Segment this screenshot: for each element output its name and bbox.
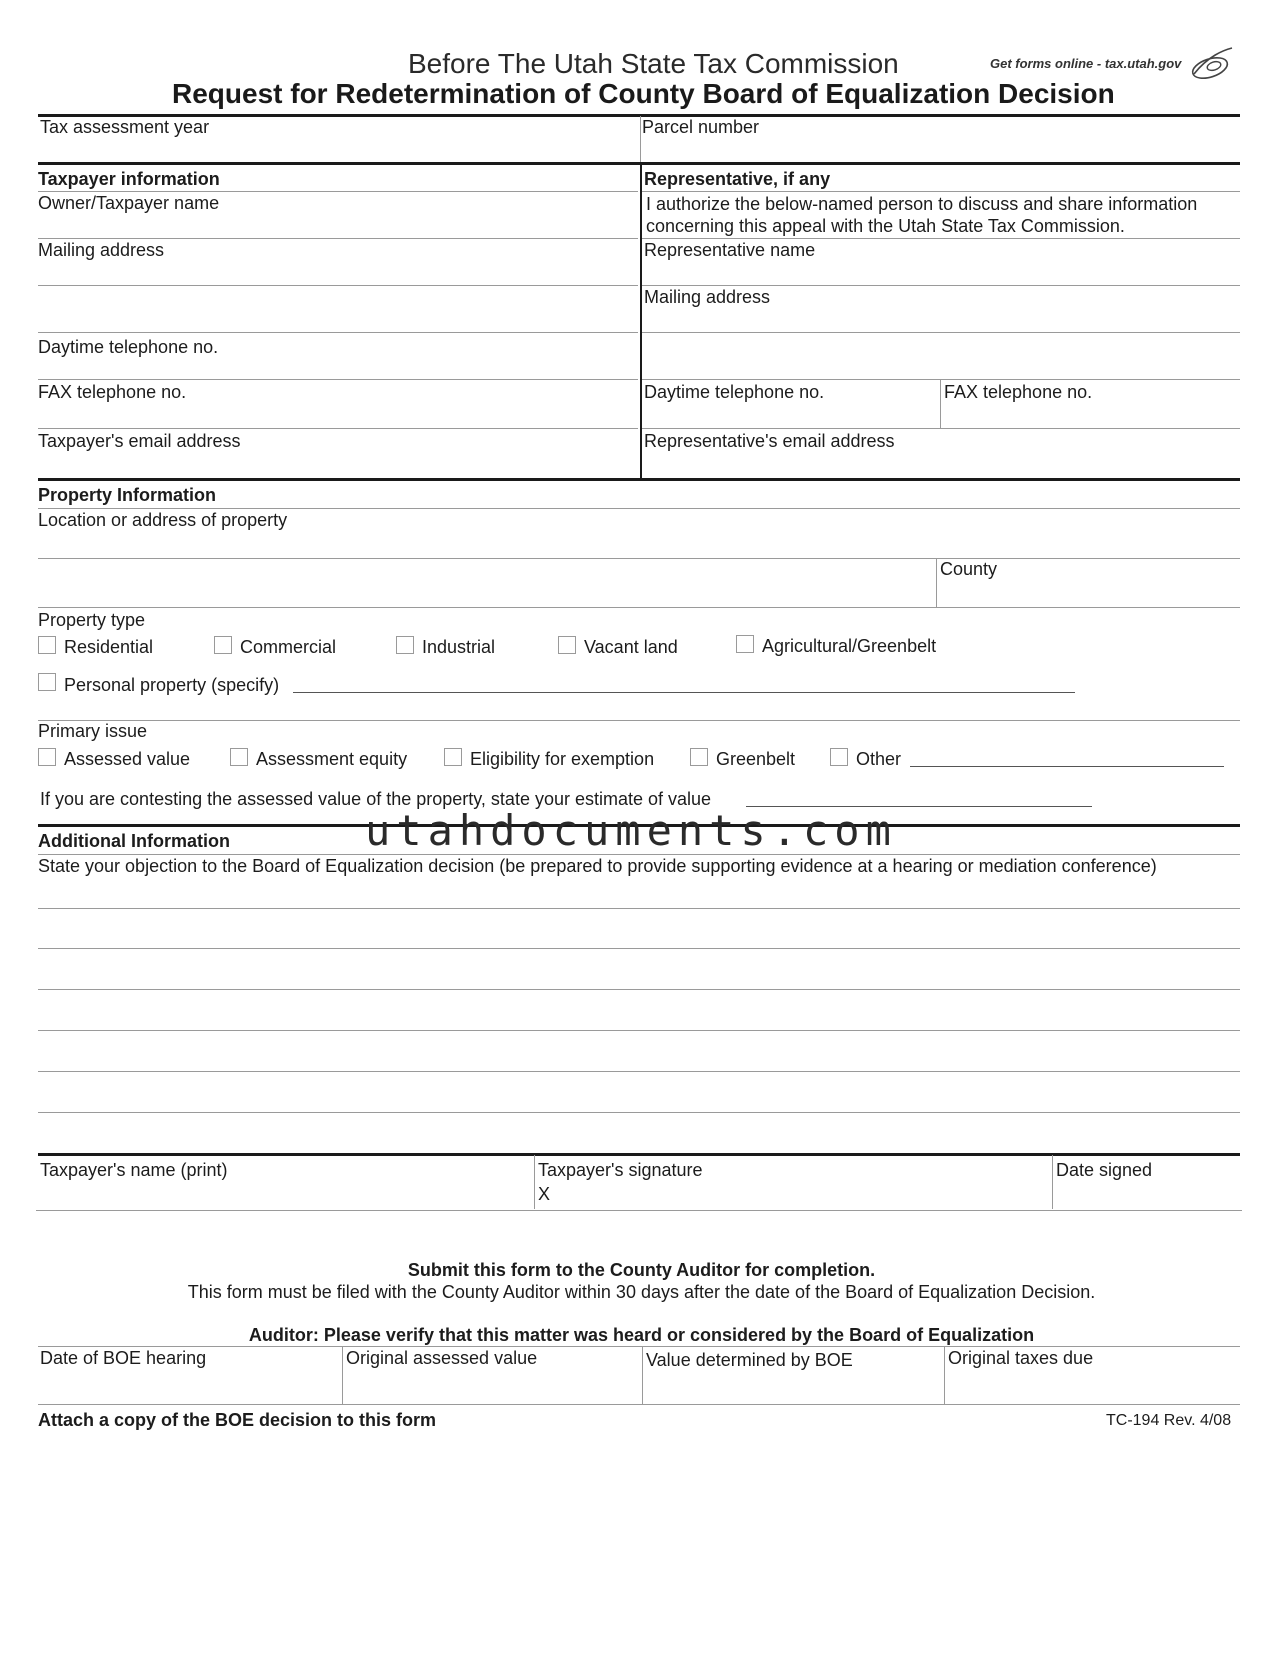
divider xyxy=(38,428,638,429)
greenbelt-label: Greenbelt xyxy=(716,749,796,769)
boe-hearing-date-input[interactable] xyxy=(40,1372,338,1398)
tax-year-input[interactable] xyxy=(40,138,630,160)
eligibility-exemption-label: Eligibility for exemption xyxy=(470,749,655,769)
taxpayer-address-input-1[interactable] xyxy=(38,261,634,283)
objection-label: State your objection to the Board of Equalization decision (be prepared to provide supporting evidence at a hearing or mediation conference) xyxy=(38,856,1157,876)
filing-deadline-note: This form must be filed with the County Auditor within 30 days after the date of the Board of Equalization Decision. xyxy=(187,1282,1096,1302)
representative-section-heading: Representative, if any xyxy=(644,169,831,189)
writing-line xyxy=(38,1112,1240,1113)
rep-fax-input[interactable] xyxy=(944,404,1236,426)
assessed-value-checkbox[interactable] xyxy=(38,748,56,766)
signature-input[interactable] xyxy=(556,1182,1046,1206)
greenbelt-checkbox[interactable] xyxy=(690,748,708,766)
authorize-text-line1: I authorize the below-named person to discuss and share information xyxy=(646,194,1198,214)
divider xyxy=(642,285,1240,286)
industrial-checkbox[interactable] xyxy=(396,636,414,654)
writing-line xyxy=(38,908,1240,909)
divider xyxy=(642,428,1240,429)
assessment-equity-checkbox[interactable] xyxy=(230,748,248,766)
rep-phone-input[interactable] xyxy=(644,404,936,426)
print-name-input[interactable] xyxy=(40,1182,528,1206)
auditor-heading: Auditor: Please verify that this matter was heard or considered by the Board of Equalization xyxy=(248,1325,1035,1345)
taxpayer-email-label: Taxpayer's email address xyxy=(38,431,241,451)
industrial-label: Industrial xyxy=(422,637,496,657)
rep-address-label: Mailing address xyxy=(644,287,771,307)
primary-issue-label: Primary issue xyxy=(38,721,148,741)
writing-line xyxy=(38,989,1240,990)
date-signed-label: Date signed xyxy=(1056,1160,1153,1180)
divider xyxy=(38,1346,1240,1347)
agricultural-greenbelt-label: Agricultural/Greenbelt xyxy=(762,636,937,656)
owner-name-input[interactable] xyxy=(38,214,634,236)
rep-email-input[interactable] xyxy=(644,452,1236,476)
signature-x-mark: X xyxy=(538,1184,551,1204)
rep-email-label: Representative's email address xyxy=(644,431,895,451)
parcel-number-input[interactable] xyxy=(644,138,1234,160)
owner-name-label: Owner/Taxpayer name xyxy=(38,193,220,213)
writing-line xyxy=(38,948,1240,949)
divider xyxy=(38,191,638,192)
rep-name-label: Representative name xyxy=(644,240,816,260)
signature-label: Taxpayer's signature xyxy=(538,1160,703,1180)
divider xyxy=(38,607,1240,608)
county-label: County xyxy=(940,559,998,579)
residential-label: Residential xyxy=(64,637,154,657)
taxpayer-email-input[interactable] xyxy=(38,452,634,476)
boe-hearing-date-label: Date of BOE hearing xyxy=(40,1348,207,1368)
section-rule xyxy=(38,162,1240,165)
original-assessed-value-label: Original assessed value xyxy=(346,1348,538,1368)
additional-section-heading: Additional Information xyxy=(38,831,230,851)
residential-checkbox[interactable] xyxy=(38,636,56,654)
writing-line xyxy=(38,1071,1240,1072)
estimate-value-input[interactable] xyxy=(748,785,1090,805)
form-id: TC-194 Rev. 4/08 xyxy=(1106,1412,1232,1429)
location-label: Location or address of property xyxy=(38,510,288,530)
divider xyxy=(534,1155,535,1209)
location-input-1[interactable] xyxy=(38,532,1234,556)
rep-name-input[interactable] xyxy=(644,261,1236,283)
divider xyxy=(1052,1155,1053,1209)
assessment-equity-label: Assessment equity xyxy=(256,749,408,769)
online-forms-link[interactable]: Get forms online - tax.utah.gov xyxy=(990,56,1182,71)
taxpayer-section-heading: Taxpayer information xyxy=(38,169,220,189)
divider xyxy=(940,380,941,428)
signature-rule xyxy=(38,1153,1240,1156)
boe-value-label: Value determined by BOE xyxy=(646,1350,853,1370)
location-input-2[interactable] xyxy=(38,575,928,603)
divider xyxy=(38,558,1240,559)
other-issue-input[interactable] xyxy=(912,745,1222,765)
divider xyxy=(36,1210,1242,1211)
divider xyxy=(936,559,937,607)
vacant-land-checkbox[interactable] xyxy=(558,636,576,654)
other-issue-underline xyxy=(910,766,1224,767)
divider xyxy=(642,332,1240,333)
divider xyxy=(38,720,1240,721)
taxpayer-phone-input[interactable] xyxy=(38,357,634,379)
original-taxes-due-input[interactable] xyxy=(948,1372,1236,1398)
taxpayer-address-input-2[interactable] xyxy=(38,300,634,330)
divider xyxy=(38,854,1240,855)
writing-line xyxy=(38,1030,1240,1031)
county-input[interactable] xyxy=(940,581,1234,605)
taxpayer-address-label: Mailing address xyxy=(38,240,165,260)
vacant-land-label: Vacant land xyxy=(584,637,678,657)
divider xyxy=(38,238,638,239)
divider xyxy=(38,379,638,380)
original-assessed-value-input[interactable] xyxy=(346,1372,638,1398)
divider xyxy=(38,332,638,333)
print-name-label: Taxpayer's name (print) xyxy=(40,1160,228,1180)
divider xyxy=(642,238,1240,239)
parcel-label: Parcel number xyxy=(642,117,760,137)
divider xyxy=(38,1404,1240,1405)
authorize-text-line2: concerning this appeal with the Utah State Tax Commission. xyxy=(646,216,1125,236)
boe-value-input[interactable] xyxy=(646,1372,940,1398)
objection-textarea[interactable] xyxy=(38,878,1234,1108)
original-taxes-due-label: Original taxes due xyxy=(948,1348,1094,1368)
commercial-checkbox[interactable] xyxy=(214,636,232,654)
attach-note: Attach a copy of the BOE decision to this form xyxy=(38,1410,437,1430)
divider xyxy=(642,191,1240,192)
pre-title: Before The Utah State Tax Commission xyxy=(408,48,899,79)
estimate-label: If you are contesting the assessed value of the property, state your estimate of value xyxy=(40,789,712,809)
divider xyxy=(642,1347,643,1404)
tax-year-label: Tax assessment year xyxy=(40,117,210,137)
watermark-text: utahdocuments.com xyxy=(365,806,897,855)
taxpayer-fax-label: FAX telephone no. xyxy=(38,382,187,402)
top-rule xyxy=(38,114,1240,117)
rep-phone-label: Daytime telephone no. xyxy=(644,382,825,402)
rep-address-input-1[interactable] xyxy=(644,308,1236,330)
divider xyxy=(38,285,638,286)
eligibility-exemption-checkbox[interactable] xyxy=(444,748,462,766)
divider xyxy=(640,116,641,162)
submit-instruction: Submit this form to the County Auditor for completion. xyxy=(407,1260,876,1280)
personal-property-label: Personal property (specify) xyxy=(64,675,280,695)
section-rule xyxy=(38,478,1240,481)
other-issue-label: Other xyxy=(856,749,902,769)
divider xyxy=(642,379,1240,380)
property-section-heading: Property Information xyxy=(38,485,217,505)
property-type-label: Property type xyxy=(38,610,146,630)
personal-property-input[interactable] xyxy=(295,671,1073,691)
assessed-value-label: Assessed value xyxy=(64,749,191,769)
rep-address-input-2[interactable] xyxy=(644,340,1236,374)
personal-property-checkbox[interactable] xyxy=(38,673,56,691)
rep-fax-label: FAX telephone no. xyxy=(944,382,1093,402)
taxpayer-fax-input[interactable] xyxy=(38,404,634,426)
personal-property-underline xyxy=(293,692,1075,693)
agricultural-greenbelt-checkbox[interactable] xyxy=(736,635,754,653)
center-divider xyxy=(640,164,642,480)
form-title: Request for Redetermination of County Board of Equalization Decision xyxy=(172,78,1115,109)
divider xyxy=(342,1347,343,1404)
taxpayer-phone-label: Daytime telephone no. xyxy=(38,337,219,357)
utah-swoosh-logo-icon xyxy=(1188,44,1236,84)
other-issue-checkbox[interactable] xyxy=(830,748,848,766)
divider xyxy=(944,1347,945,1404)
divider xyxy=(38,508,1240,509)
date-signed-input[interactable] xyxy=(1056,1182,1234,1206)
commercial-label: Commercial xyxy=(240,637,337,657)
